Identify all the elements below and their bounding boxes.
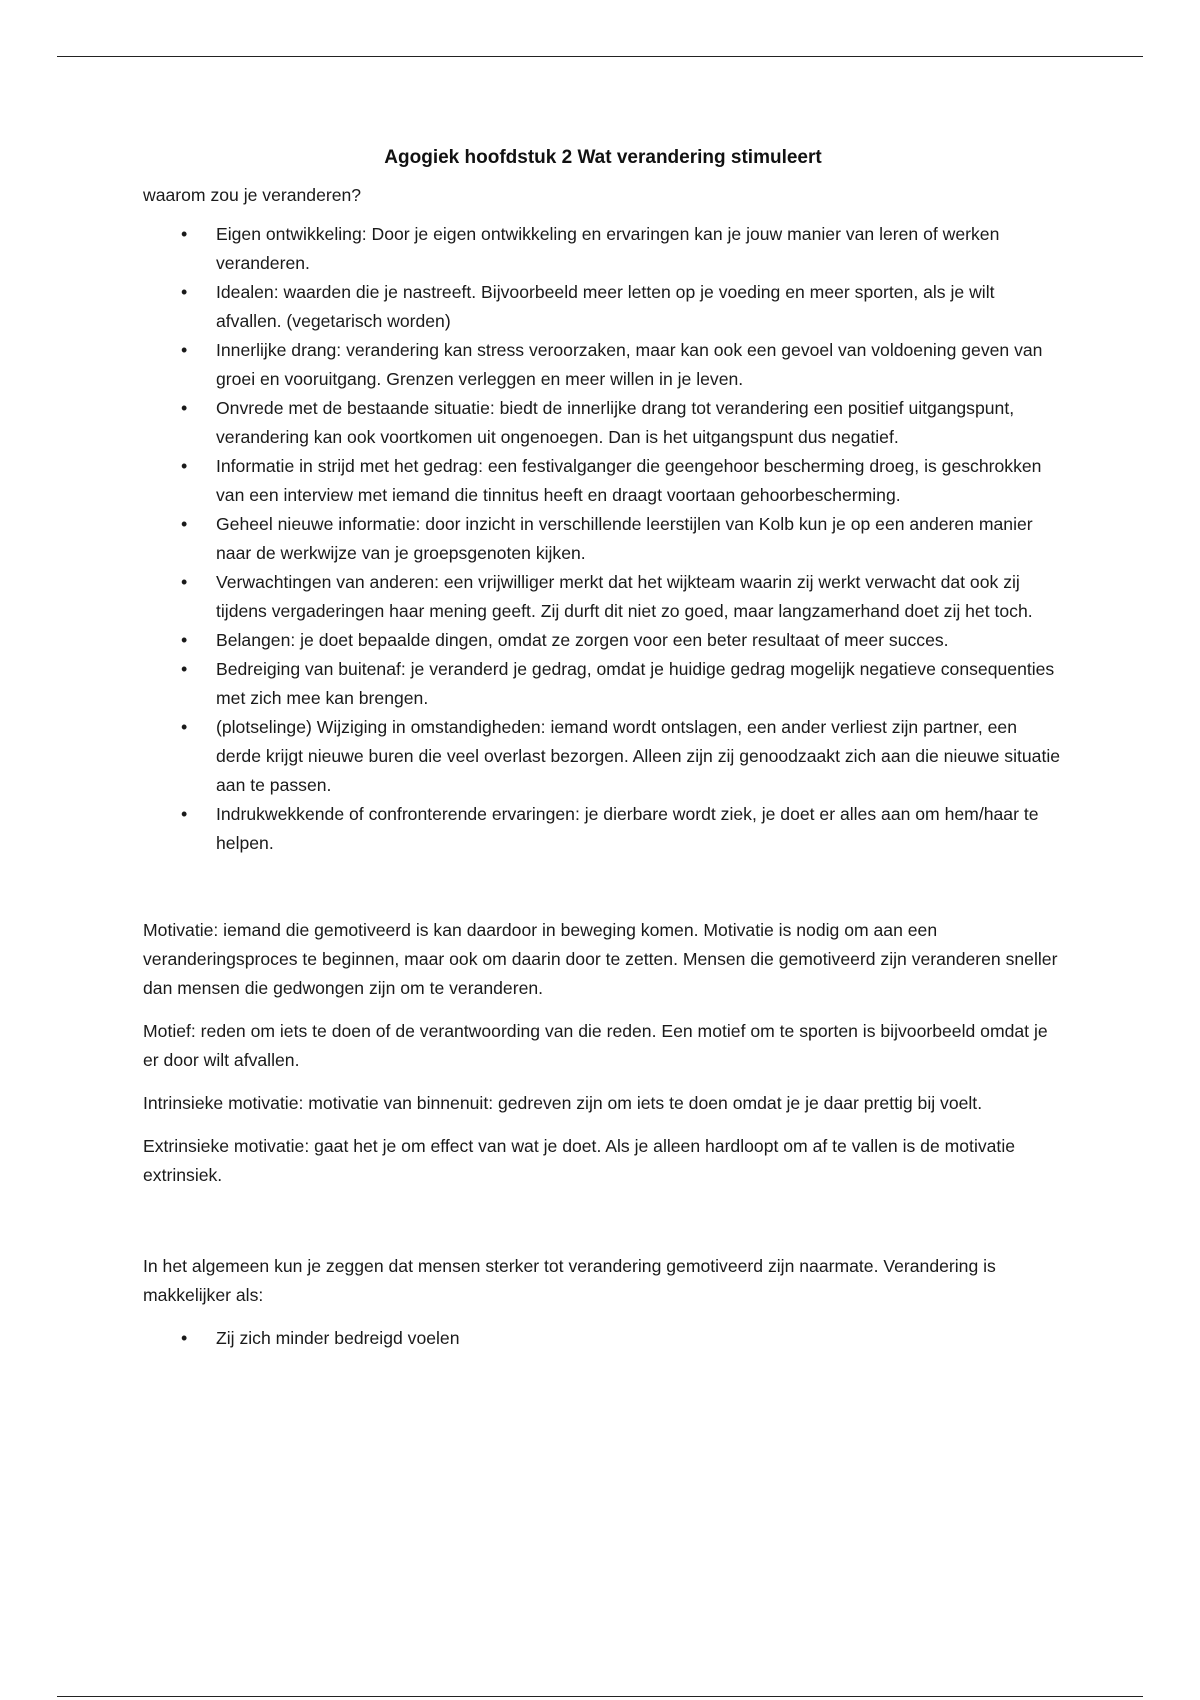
paragraph-motivatie: Motivatie: iemand die gemotiveerd is kan daardoor in beweging komen. Motivatie is nodig om aan een veranderingsproces te beginnen, maar ook om daarin door te zetten. Mensen die gemotiveerd zijn veranderen sneller dan mensen die gedwongen zijn om te veranderen. <box>143 920 1058 998</box>
intro-question: waarom zou je veranderen? <box>143 185 362 205</box>
spacer <box>143 1204 1063 1252</box>
list-item: • Informatie in strijd met het gedrag: een festivalganger die geengehoor bescherming droeg, is geschrokken van een interview met iemand die tinnitus heeft en draagt voortaan gehoorbescherming. <box>143 452 1063 510</box>
list-item: • Geheel nieuwe informatie: door inzicht in verschillende leerstijlen van Kolb kun je op een anderen manier naar de werkwijze van je groepsgenoten kijken. <box>143 510 1063 568</box>
list-item: • Innerlijke drang: verandering kan stress veroorzaken, maar kan ook een gevoel van voldoening geven van groei en vooruitgang. Grenzen verleggen en meer willen in je leven. <box>143 336 1063 394</box>
document-body <box>143 143 1063 1353</box>
list-item: • Indrukwekkende of confronterende ervaringen: je dierbare wordt ziek, je doet er alles aan om hem/haar te helpen. <box>143 800 1063 858</box>
list-item: • Onvrede met de bestaande situatie: biedt de innerlijke drang tot verandering een positief uitgangspunt, verandering kan ook voortkomen uit ongenoegen. Dan is het uitgangspunt dus negatief. <box>143 394 1063 452</box>
list-item: • Eigen ontwikkeling: Door je eigen ontwikkeling en ervaringen kan je jouw manier van leren of werken veranderen. <box>143 220 1063 278</box>
list-item: • Belangen: je doet bepaalde dingen, omdat ze zorgen voor een beter resultaat of meer succes. <box>143 626 1063 655</box>
reasons-list <box>143 220 1063 858</box>
document-title: Agogiek hoofdstuk 2 Wat verandering stimuleert <box>384 147 822 168</box>
paragraph-intrinsieke-motivatie: Intrinsieke motivatie: motivatie van binnenuit: gedreven zijn om iets te doen omdat je je daar prettig bij voelt. <box>143 1093 983 1113</box>
footer-rule <box>57 1696 1143 1697</box>
paragraph-extrinsieke-motivatie: Extrinsieke motivatie: gaat het je om effect van wat je doet. Als je alleen hardloopt om af te vallen is de motivatie extrinsiek. <box>143 1136 1016 1185</box>
header-rule <box>57 56 1143 57</box>
list-item: • Verwachtingen van anderen: een vrijwilliger merkt dat het wijkteam waarin zij werkt verwacht dat ook zij tijdens vergaderingen haar mening geeft. Zij durft dit niet zo goed, maar langzamerhand doet zij het toch. <box>143 568 1063 626</box>
spacer <box>143 858 1063 916</box>
paragraph-motief: Motief: reden om iets te doen of de verantwoording van die reden. Een motief om te sporten is bijvoorbeeld omdat je er door wilt afvallen. <box>143 1021 1048 1070</box>
list-item: • Zij zich minder bedreigd voelen <box>143 1324 1063 1353</box>
paragraph-conclusion: In het algemeen kun je zeggen dat mensen sterker tot verandering gemotiveerd zijn naarmate. Verandering is makkelijker als: <box>143 1256 996 1305</box>
list-item: • Idealen: waarden die je nastreeft. Bijvoorbeeld meer letten op je voeding en meer sporten, als je wilt afvallen. (vegetarisch worden) <box>143 278 1063 336</box>
conditions-list <box>143 1324 1063 1353</box>
list-item: • Bedreiging van buitenaf: je veranderd je gedrag, omdat je huidige gedrag mogelijk negatieve consequenties met zich mee kan brengen. <box>143 655 1063 713</box>
list-item: • (plotselinge) Wijziging in omstandigheden: iemand wordt ontslagen, een ander verliest zijn partner, een derde krijgt nieuwe buren die veel overlast bezorgen. Alleen zijn zij genoodzaakt zich aan die nieuwe situatie aan te passen. <box>143 713 1063 800</box>
